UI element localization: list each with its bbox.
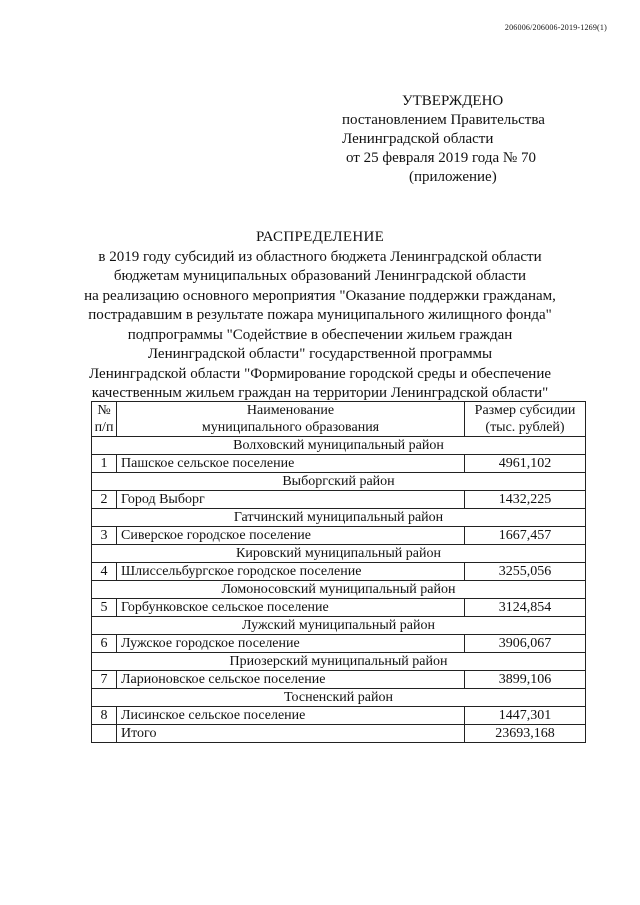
district-name: Тосненский район [92, 689, 586, 707]
row-amount: 3899,106 [465, 671, 586, 689]
row-name: Пашское сельское поселение [117, 455, 465, 473]
table-row [92, 455, 586, 473]
row-amount: 1432,225 [465, 491, 586, 509]
table-row [92, 491, 586, 509]
approval-heading: УТВЕРЖДЕНО [402, 93, 504, 109]
row-amount: 1447,301 [465, 707, 586, 725]
district-name: Волховский муниципальный район [92, 437, 586, 455]
title-line: на реализацию основного мероприятия "Оказание поддержки гражданам, [84, 287, 556, 304]
row-amount: 3255,056 [465, 563, 586, 581]
header-name [117, 402, 465, 437]
row-name: Лисинское сельское поселение [117, 707, 465, 725]
approval-note: (приложение) [409, 169, 497, 185]
header-text: п/п [94, 420, 114, 435]
approval-line: постановлением Правительства [342, 112, 545, 128]
row-amount: 3124,854 [465, 599, 586, 617]
document-code: 206006/206006-2019-1269(1) [504, 23, 607, 32]
district-name: Кировский муниципальный район [92, 545, 586, 563]
district-row [92, 545, 586, 563]
district-row [92, 437, 586, 455]
table-row [92, 671, 586, 689]
row-num: 3 [92, 527, 117, 545]
district-name: Выборгский район [92, 473, 586, 491]
title-heading: РАСПРЕДЕЛЕНИЕ [255, 229, 385, 245]
district-row [92, 509, 586, 527]
row-num: 4 [92, 563, 117, 581]
table-row [92, 563, 586, 581]
table-header-row [92, 402, 586, 437]
district-name: Лужский муниципальный район [92, 617, 586, 635]
district-name: Ломоносовский муниципальный район [92, 581, 586, 599]
title-line: в 2019 году субсидий из областного бюджета Ленинградской области [98, 248, 542, 265]
row-name: Сиверское городское поселение [117, 527, 465, 545]
row-num: 7 [92, 671, 117, 689]
header-amount [465, 402, 586, 437]
header-text: (тыс. рублей) [485, 420, 565, 435]
total-row [92, 725, 586, 743]
district-row [92, 653, 586, 671]
row-num: 6 [92, 635, 117, 653]
row-num: 1 [92, 455, 117, 473]
district-row [92, 617, 586, 635]
approval-date: от 25 февраля 2019 года № 70 [346, 150, 536, 166]
approval-line: Ленинградской области [342, 131, 494, 147]
title-line: подпрограммы "Содействие в обеспечении жильем граждан [127, 326, 513, 343]
table-row [92, 635, 586, 653]
title-line: Ленинградской области" государственной программы [147, 346, 493, 362]
total-label: Итого [117, 725, 465, 743]
table-row [92, 707, 586, 725]
total-amount: 23693,168 [465, 725, 586, 743]
row-name: Горбунковское сельское поселение [117, 599, 465, 617]
district-row [92, 473, 586, 491]
title-line: Ленинградской области "Формирование городской среды и обеспечение [88, 365, 552, 382]
header-text: № [97, 403, 111, 418]
header-text: муниципального образования [201, 420, 380, 435]
row-num [92, 725, 117, 743]
row-num: 8 [92, 707, 117, 725]
row-num: 5 [92, 599, 117, 617]
row-amount: 4961,102 [465, 455, 586, 473]
document-title [60, 228, 580, 404]
row-amount: 3906,067 [465, 635, 586, 653]
district-name: Приозерский муниципальный район [92, 653, 586, 671]
row-name: Ларионовское сельское поселение [117, 671, 465, 689]
subsidy-table [91, 401, 586, 743]
row-amount: 1667,457 [465, 527, 586, 545]
district-name: Гатчинский муниципальный район [92, 509, 586, 527]
row-name: Город Выборг [117, 491, 465, 509]
table-row [92, 599, 586, 617]
header-num [92, 402, 117, 437]
header-text: Размер субсидии [474, 403, 576, 418]
title-line: качественным жильем граждан на территории Ленинградской области" [91, 385, 549, 401]
district-row [92, 689, 586, 707]
title-line: бюджетам муниципальных образований Ленинградской области [113, 268, 527, 284]
header-text: Наименование [246, 403, 335, 418]
title-line: пострадавшим в результате пожара муниципального жилищного фонда" [88, 307, 552, 323]
approval-stamp [330, 92, 550, 187]
row-name: Лужское городское поселение [117, 635, 465, 653]
district-row [92, 581, 586, 599]
row-num: 2 [92, 491, 117, 509]
table-row [92, 527, 586, 545]
row-name: Шлиссельбургское городское поселение [117, 563, 465, 581]
